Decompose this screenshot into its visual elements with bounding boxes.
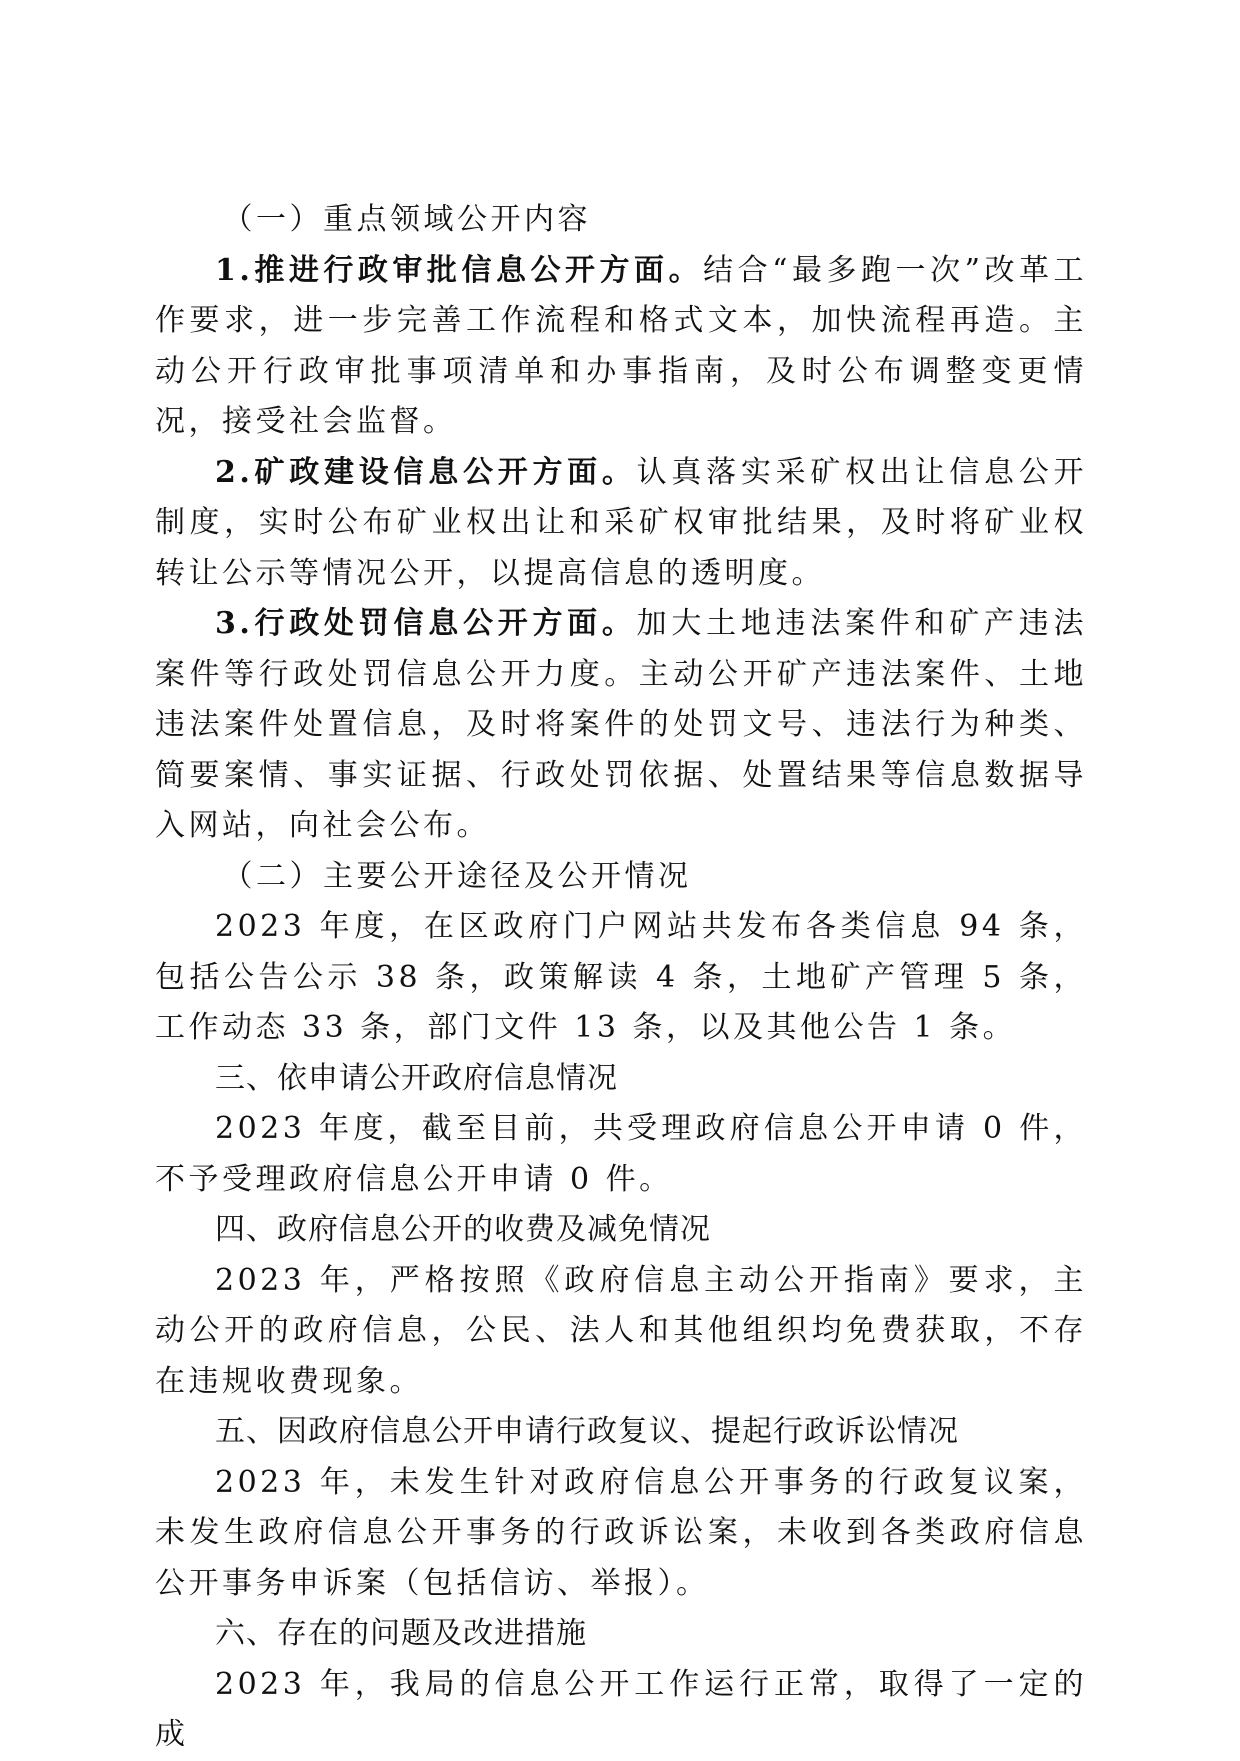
paragraph-text: 认真落实采矿权出让信息公开制度，实时公布矿业权出让和采矿权审批结果，及时将矿业权转让公示等情况公开，以提高信息的透明度。	[155, 454, 1087, 591]
paragraph-lead: 3.行政处罚信息公开方面。	[215, 606, 637, 641]
paragraph-channels: 2023 年度，在区政府门户网站共发布各类信息 94 条，包括公告公示 38 条，政策解读 4 条，土地矿产管理 5 条，工作动态 33 条，部门文件 13 条，以及其他公告 1 条。	[155, 909, 1087, 1045]
paragraph-text: 结合“最多跑一次”改革工作要求，进一步完善工作流程和格式文本，加快流程再造。主动公开行政审批事项清单和办事指南，及时公布调整变更情况，接受社会监督。	[155, 252, 1087, 439]
section-heading-review-litigation: 五、因政府信息公开申请行政复议、提起行政诉讼情况	[215, 1414, 959, 1449]
section-heading-on-request: 三、依申请公开政府信息情况	[215, 1060, 618, 1096]
section-heading-fees: 四、政府信息公开的收费及减免情况	[215, 1212, 711, 1247]
section-heading-problems: 六、存在的问题及改进措施	[215, 1616, 587, 1651]
section-heading-channels: （二）主要公开途径及公开情况	[222, 858, 692, 894]
paragraph-admin-approval	[155, 246, 1087, 448]
paragraph-on-request: 2023 年度，截至目前，共受理政府信息公开申请 0 件，不予受理政府信息公开申请 0 件。	[155, 1111, 1087, 1197]
paragraph-lead: 2.矿政建设信息公开方面。	[215, 454, 637, 490]
paragraph-lead: 1.推进行政审批信息公开方面。	[215, 252, 704, 288]
paragraph-mining-admin	[155, 448, 1087, 600]
paragraph-review-litigation: 2023 年，未发生针对政府信息公开事务的行政复议案，未发生政府信息公开事务的行政诉讼案，未收到各类政府信息公开事务申诉案（包括信访、举报）。	[155, 1464, 1087, 1601]
document-page	[155, 195, 1087, 1761]
paragraph-fees: 2023 年，严格按照《政府信息主动公开指南》要求，主动公开的政府信息，公民、法人和其他组织均免费获取，不存在违规收费现象。	[155, 1262, 1087, 1399]
paragraph-problems: 2023 年，我局的信息公开工作运行正常，取得了一定的成	[155, 1666, 1087, 1752]
section-heading-key-areas: （一）重点领域公开内容	[222, 202, 591, 237]
paragraph-text: 加大土地违法案件和矿产违法案件等行政处罚信息公开力度。主动公开矿产违法案件、土地违法案件处置信息，及时将案件的处罚文号、违法行为种类、简要案情、事实证据、行政处罚依据、处置结果等信息数据导入网站，向社会公布。	[155, 606, 1087, 843]
paragraph-admin-penalty	[155, 599, 1087, 852]
